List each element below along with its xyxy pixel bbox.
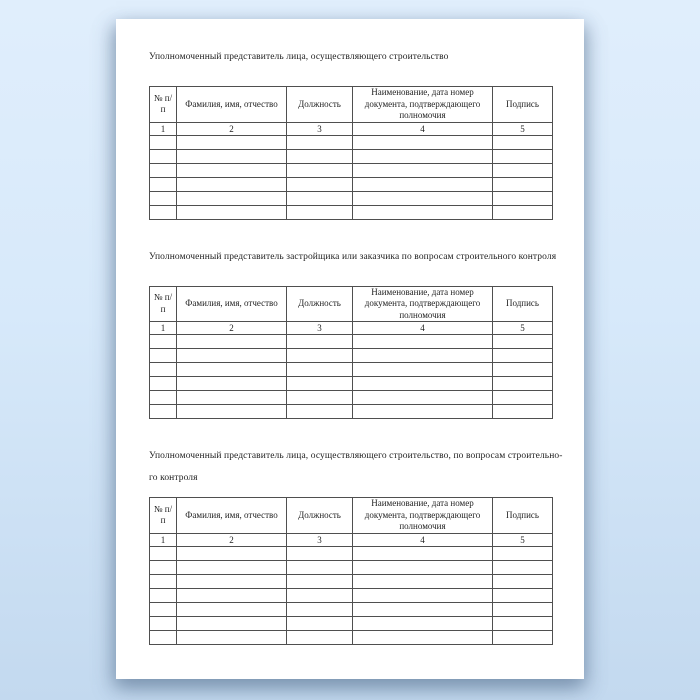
empty-cell <box>287 135 353 149</box>
empty-cell <box>493 177 553 191</box>
empty-cell <box>353 335 493 349</box>
empty-cell <box>177 405 287 419</box>
col-header-signature: Подпись <box>493 286 553 322</box>
empty-cell <box>177 135 287 149</box>
section-builder-control-representative <box>149 445 563 645</box>
col-number-cell: 5 <box>493 533 553 546</box>
col-number-cell: 4 <box>353 533 493 546</box>
empty-row <box>150 163 553 177</box>
empty-cell <box>150 349 177 363</box>
col-number-cell: 5 <box>493 322 553 335</box>
empty-cell <box>493 377 553 391</box>
empty-row <box>150 630 553 644</box>
empty-cell <box>287 205 353 219</box>
table-header-row <box>150 498 553 534</box>
empty-cell <box>353 630 493 644</box>
empty-cell <box>287 191 353 205</box>
empty-row <box>150 560 553 574</box>
empty-row <box>150 205 553 219</box>
empty-cell <box>493 349 553 363</box>
empty-row <box>150 391 553 405</box>
empty-row <box>150 405 553 419</box>
empty-cell <box>177 191 287 205</box>
empty-cell <box>150 616 177 630</box>
empty-cell <box>493 630 553 644</box>
empty-cell <box>353 191 493 205</box>
section-heading <box>149 445 563 489</box>
empty-cell <box>287 163 353 177</box>
empty-cell <box>493 135 553 149</box>
column-numbering-row <box>150 533 553 546</box>
empty-cell <box>177 574 287 588</box>
empty-cell <box>287 588 353 602</box>
heading-line: Уполномоченный представитель застройщика или заказчика по вопросам строительного контроля <box>149 251 557 262</box>
col-header-number: № п/п <box>150 87 177 123</box>
empty-cell <box>150 560 177 574</box>
empty-cell <box>150 574 177 588</box>
empty-row <box>150 135 553 149</box>
table-body <box>150 546 553 644</box>
col-header-number: № п/п <box>150 286 177 322</box>
empty-cell <box>287 363 353 377</box>
empty-cell <box>287 391 353 405</box>
empty-cell <box>493 363 553 377</box>
empty-cell <box>150 391 177 405</box>
empty-row <box>150 177 553 191</box>
column-numbering-row <box>150 322 553 335</box>
empty-cell <box>353 205 493 219</box>
representatives-table <box>149 286 553 420</box>
empty-row <box>150 546 553 560</box>
empty-row <box>150 574 553 588</box>
empty-cell <box>353 349 493 363</box>
empty-cell <box>353 602 493 616</box>
empty-cell <box>150 602 177 616</box>
empty-cell <box>177 205 287 219</box>
empty-cell <box>150 163 177 177</box>
empty-cell <box>493 205 553 219</box>
col-number-cell: 3 <box>287 533 353 546</box>
representatives-table <box>149 86 553 220</box>
col-header-position: Должность <box>287 286 353 322</box>
section-developer-representative <box>149 246 557 420</box>
table-header-row <box>150 87 553 123</box>
col-number-cell: 3 <box>287 322 353 335</box>
empty-cell <box>353 149 493 163</box>
empty-cell <box>177 560 287 574</box>
empty-cell <box>177 149 287 163</box>
empty-row <box>150 588 553 602</box>
empty-cell <box>177 163 287 177</box>
empty-cell <box>150 377 177 391</box>
empty-cell <box>177 335 287 349</box>
empty-cell <box>353 574 493 588</box>
empty-row <box>150 616 553 630</box>
col-header-document: Наименование, дата номер документа, подтверждающего полномочия <box>353 87 493 123</box>
col-header-signature: Подпись <box>493 87 553 123</box>
empty-cell <box>150 205 177 219</box>
section-builder-representative <box>149 46 552 220</box>
empty-cell <box>353 363 493 377</box>
column-numbering-row <box>150 122 553 135</box>
empty-cell <box>177 391 287 405</box>
empty-cell <box>493 574 553 588</box>
empty-cell <box>287 377 353 391</box>
empty-cell <box>287 335 353 349</box>
empty-row <box>150 149 553 163</box>
document-content <box>116 19 584 645</box>
empty-cell <box>177 588 287 602</box>
empty-cell <box>150 630 177 644</box>
col-number-cell: 1 <box>150 122 177 135</box>
col-header-name: Фамилия, имя, отчество <box>177 286 287 322</box>
col-header-position: Должность <box>287 498 353 534</box>
table-header <box>150 498 553 547</box>
empty-cell <box>177 630 287 644</box>
col-header-signature: Подпись <box>493 498 553 534</box>
table-header-row <box>150 286 553 322</box>
empty-cell <box>287 602 353 616</box>
empty-cell <box>493 602 553 616</box>
empty-cell <box>493 588 553 602</box>
table-header <box>150 286 553 335</box>
table-header <box>150 87 553 136</box>
empty-cell <box>493 560 553 574</box>
empty-cell <box>353 405 493 419</box>
empty-cell <box>287 149 353 163</box>
empty-cell <box>150 335 177 349</box>
empty-cell <box>287 177 353 191</box>
empty-cell <box>493 546 553 560</box>
section-heading <box>149 46 552 68</box>
col-number-cell: 4 <box>353 322 493 335</box>
empty-cell <box>177 363 287 377</box>
empty-row <box>150 602 553 616</box>
heading-line: го контроля <box>149 473 198 483</box>
empty-cell <box>150 135 177 149</box>
empty-cell <box>493 391 553 405</box>
empty-row <box>150 377 553 391</box>
col-number-cell: 1 <box>150 533 177 546</box>
empty-cell <box>493 616 553 630</box>
empty-cell <box>287 616 353 630</box>
col-number-cell: 2 <box>177 122 287 135</box>
empty-cell <box>287 630 353 644</box>
col-number-cell: 5 <box>493 122 553 135</box>
empty-cell <box>150 177 177 191</box>
col-number-cell: 3 <box>287 122 353 135</box>
col-header-number: № п/п <box>150 498 177 534</box>
empty-cell <box>493 149 553 163</box>
empty-cell <box>177 546 287 560</box>
col-header-document: Наименование, дата номер документа, подтверждающего полномочия <box>353 286 493 322</box>
empty-cell <box>493 191 553 205</box>
empty-cell <box>150 405 177 419</box>
empty-row <box>150 349 553 363</box>
col-header-document: Наименование, дата номер документа, подтверждающего полномочия <box>353 498 493 534</box>
col-number-cell: 2 <box>177 322 287 335</box>
empty-cell <box>353 560 493 574</box>
empty-cell <box>287 560 353 574</box>
empty-cell <box>150 588 177 602</box>
empty-cell <box>493 405 553 419</box>
empty-cell <box>177 377 287 391</box>
empty-cell <box>353 135 493 149</box>
empty-row <box>150 191 553 205</box>
empty-cell <box>353 163 493 177</box>
empty-cell <box>353 391 493 405</box>
document-page <box>116 19 584 679</box>
table-body <box>150 135 553 219</box>
empty-cell <box>150 546 177 560</box>
heading-line: Уполномоченный представитель лица, осуществляющего строительство, по вопросам строительно- <box>149 451 563 461</box>
col-number-cell: 4 <box>353 122 493 135</box>
empty-cell <box>177 616 287 630</box>
col-header-position: Должность <box>287 87 353 123</box>
empty-cell <box>287 405 353 419</box>
empty-cell <box>287 546 353 560</box>
empty-cell <box>353 177 493 191</box>
empty-row <box>150 335 553 349</box>
empty-cell <box>150 363 177 377</box>
empty-cell <box>150 191 177 205</box>
col-header-name: Фамилия, имя, отчество <box>177 87 287 123</box>
empty-cell <box>177 349 287 363</box>
empty-cell <box>287 574 353 588</box>
empty-cell <box>177 177 287 191</box>
empty-cell <box>150 149 177 163</box>
section-heading <box>149 246 557 268</box>
empty-cell <box>177 602 287 616</box>
col-header-name: Фамилия, имя, отчество <box>177 498 287 534</box>
empty-cell <box>353 616 493 630</box>
empty-cell <box>353 377 493 391</box>
empty-cell <box>353 588 493 602</box>
empty-cell <box>287 349 353 363</box>
representatives-table <box>149 497 553 645</box>
empty-cell <box>493 163 553 177</box>
heading-line: Уполномоченный представитель лица, осуществляющего строительство <box>149 52 449 62</box>
col-number-cell: 1 <box>150 322 177 335</box>
table-body <box>150 335 553 419</box>
empty-cell <box>353 546 493 560</box>
col-number-cell: 2 <box>177 533 287 546</box>
empty-cell <box>493 335 553 349</box>
empty-row <box>150 363 553 377</box>
